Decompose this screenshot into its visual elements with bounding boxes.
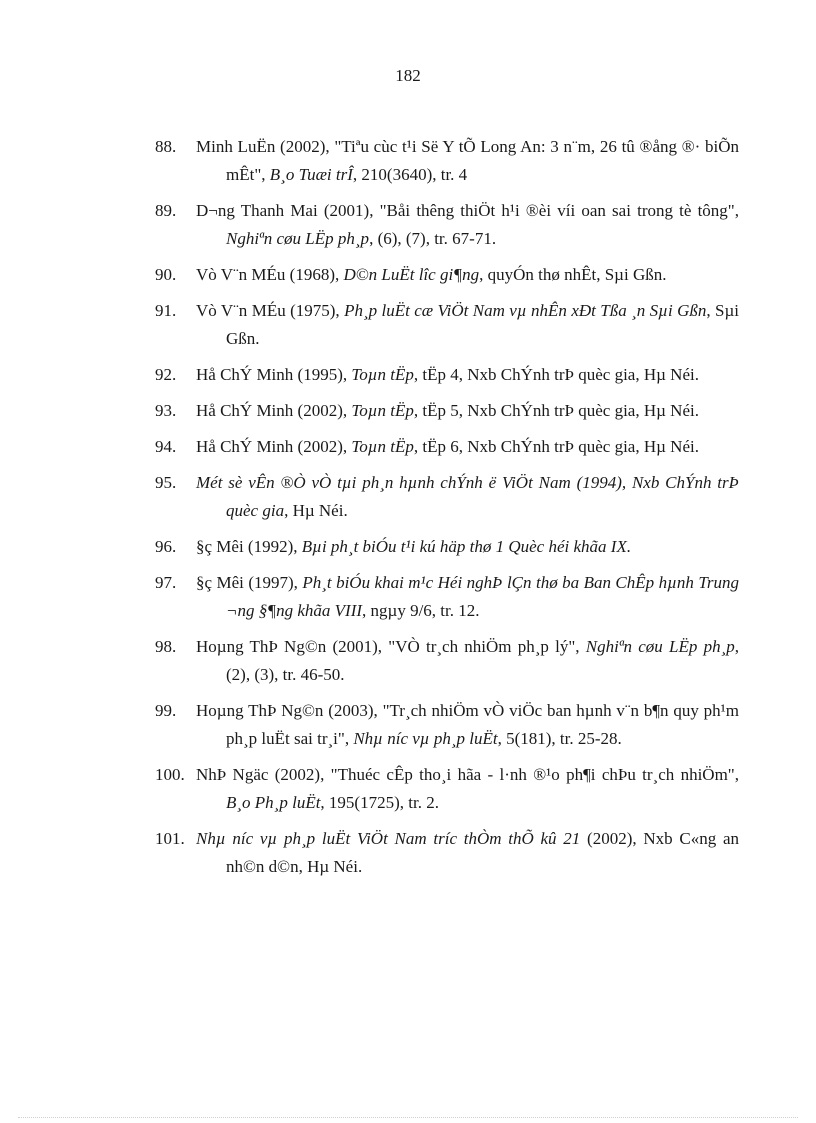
reference-text	[196, 397, 739, 425]
reference-title-italic: Nghiªn cøu LËp ph¸p	[585, 637, 735, 656]
reference-text-segment: NhÞ Ngäc (2002), "Thuéc cÊp tho¸i hãa - l·nh ®¹o ph¶i chÞu tr¸ch nhiÖm",	[196, 765, 739, 784]
reference-item	[155, 533, 739, 561]
reference-text-segment: Hoµng ThÞ Ng©n (2003), "Tr¸ch nhiÖm vÒ viÖc ban hµnh v¨n b¶n quy ph¹m ph¸p luËt sai tr¸i",	[196, 701, 739, 748]
reference-text	[196, 433, 739, 461]
reference-text-segment: , tËp 4, Nxb ChÝnh trÞ quèc gia, Hµ Néi.	[413, 365, 699, 384]
reference-title-italic: B¸o Ph¸p luËt	[226, 793, 321, 812]
reference-title-italic: Toµn tËp	[351, 401, 414, 420]
reference-text	[196, 533, 739, 561]
reference-title-italic: Nhµ níc vµ ph¸p luËt	[353, 729, 498, 748]
reference-text	[196, 569, 739, 625]
reference-number: 97.	[155, 573, 177, 592]
reference-text	[196, 197, 739, 253]
reference-text	[196, 633, 739, 689]
reference-text-segment: §ç Mêi (1997),	[196, 573, 303, 592]
reference-item	[155, 825, 739, 881]
reference-number: 91.	[155, 301, 177, 320]
reference-text	[196, 261, 739, 289]
reference-number: 101.	[155, 829, 185, 848]
reference-number: 100.	[155, 765, 185, 784]
reference-text-segment: , tËp 6, Nxb ChÝnh trÞ quèc gia, Hµ Néi.	[413, 437, 699, 456]
reference-text-segment: , 195(1725), tr. 2.	[320, 793, 439, 812]
reference-number: 88.	[155, 137, 177, 156]
reference-text	[196, 361, 739, 389]
reference-item	[155, 633, 739, 689]
reference-title-italic: Nghiªn cøu LËp ph¸p	[226, 229, 370, 248]
reference-item	[155, 197, 739, 253]
reference-text-segment: Hoµng ThÞ Ng©n (2001), "VÒ tr¸ch nhiÖm ph¸p lý",	[196, 637, 586, 656]
reference-list	[155, 133, 739, 889]
reference-text-segment: Hå ChÝ Minh (2002),	[196, 437, 352, 456]
reference-text-segment: , (6), (7), tr. 67-71.	[369, 229, 497, 248]
reference-number: 98.	[155, 637, 177, 656]
reference-title-italic: Toµn tËp	[351, 365, 414, 384]
reference-item	[155, 133, 739, 189]
reference-text	[196, 133, 739, 189]
reference-text-segment: Vò V¨n MÉu (1975),	[196, 301, 345, 320]
reference-item	[155, 697, 739, 753]
reference-number: 99.	[155, 701, 177, 720]
reference-text-segment: , 210(3640), tr. 4	[352, 165, 468, 184]
reference-text-segment: Hå ChÝ Minh (2002),	[196, 401, 352, 420]
reference-number: 93.	[155, 401, 177, 420]
reference-text-segment: , 5(181), tr. 25-28.	[497, 729, 622, 748]
reference-number: 89.	[155, 201, 177, 220]
page-number: 182	[395, 66, 421, 85]
reference-text-segment: Hå ChÝ Minh (1995),	[196, 365, 352, 384]
reference-title-italic: B¸o Tuæi trÎ	[269, 165, 353, 184]
reference-title-italic: Bµi ph¸t biÓu t¹i kú häp thø 1 Quèc héi khãa IX.	[301, 537, 632, 556]
reference-text-segment: , Hµ Néi.	[284, 501, 348, 520]
reference-number: 95.	[155, 473, 177, 492]
page-bottom-rule	[18, 1117, 798, 1118]
reference-title-italic: D©n LuËt lîc gi¶ng	[343, 265, 480, 284]
reference-number: 94.	[155, 437, 177, 456]
reference-text-segment: , Sµi Gßn.	[226, 301, 739, 348]
reference-text	[196, 697, 739, 753]
reference-text-segment: , ngµy 9/6, tr. 12.	[362, 601, 480, 620]
reference-title-italic: Ph¸p luËt cæ ViÖt Nam vµ nhÊn xÐt Tßa ¸n Sµi Gßn	[344, 301, 707, 320]
reference-text-segment: §ç Mêi (1992),	[196, 537, 302, 556]
reference-text-segment: , (2), (3), tr. 46-50.	[226, 637, 739, 684]
reference-number: 90.	[155, 265, 177, 284]
reference-text	[196, 469, 739, 525]
reference-item	[155, 261, 739, 289]
reference-text	[196, 825, 739, 881]
reference-title-italic: Toµn tËp	[351, 437, 414, 456]
reference-item	[155, 469, 739, 525]
reference-text-segment: , quyÓn thø nhÊt, Sµi Gßn.	[479, 265, 667, 284]
reference-text-segment: (2002), Nxb C«ng an nh©n d©n, Hµ Néi.	[226, 829, 739, 876]
reference-title-italic: Mét sè vÊn ®Ò vÒ tµi ph¸n hµnh chÝnh ë ViÖt Nam (1994), Nxb ChÝnh trÞ quèc gia	[196, 473, 739, 520]
reference-item	[155, 397, 739, 425]
reference-item	[155, 361, 739, 389]
reference-item	[155, 761, 739, 817]
reference-text-segment: , tËp 5, Nxb ChÝnh trÞ quèc gia, Hµ Néi.	[413, 401, 699, 420]
reference-item	[155, 297, 739, 353]
reference-text	[196, 297, 739, 353]
reference-title-italic: Nhµ níc vµ ph¸p luËt ViÖt Nam tríc thÒm thÕ kû 21	[196, 829, 581, 848]
reference-text-segment: Vò V¨n MÉu (1968),	[196, 265, 344, 284]
reference-number: 96.	[155, 537, 177, 556]
reference-item	[155, 569, 739, 625]
reference-title-italic: Ph¸t biÓu khai m¹c Héi nghÞ lÇn thø ba Ban ChÊp hµnh Trung ¬ng §¶ng khãa VIII	[226, 573, 739, 620]
reference-text-segment: D¬ng Thanh Mai (2001), "Båi thêng thiÖt h¹i ®èi víi oan sai trong tè tông",	[196, 201, 739, 220]
reference-text-segment: Minh LuËn (2002), "Tiªu cùc t¹i Së Y tÕ Long An: 3 n¨m, 26 tû ®ång ®· biÕn mÊt",	[196, 137, 739, 184]
reference-item	[155, 433, 739, 461]
reference-number: 92.	[155, 365, 177, 384]
reference-text	[196, 761, 739, 817]
